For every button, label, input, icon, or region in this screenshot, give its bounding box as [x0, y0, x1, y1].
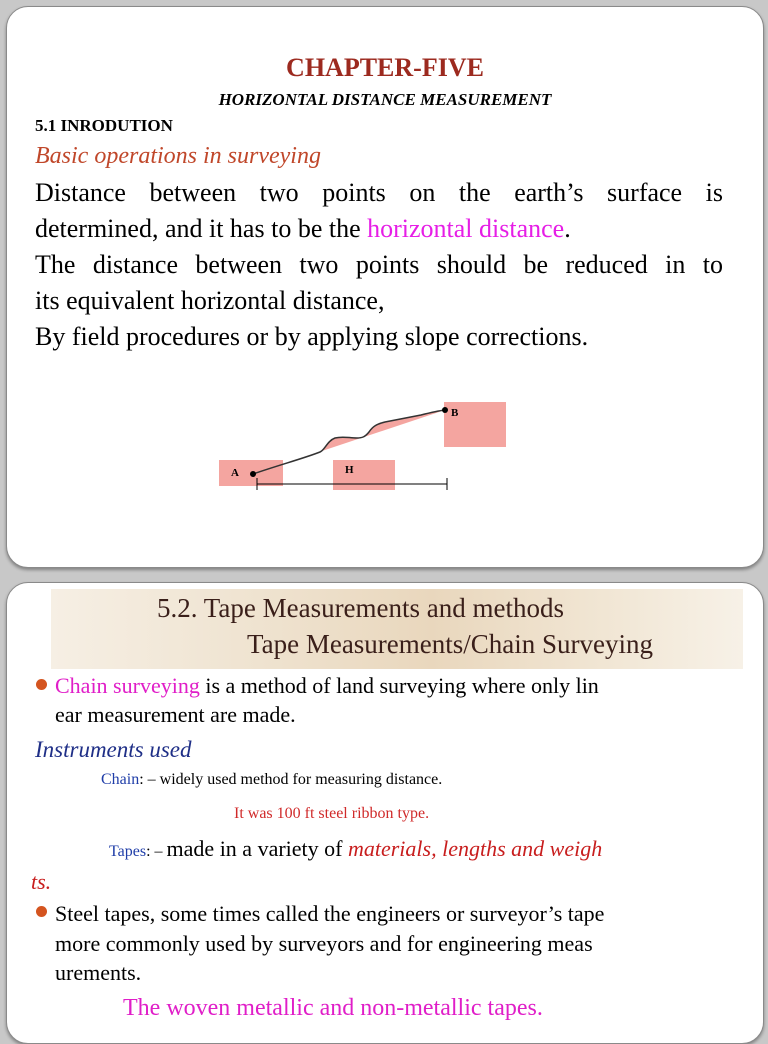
chapter-title: CHAPTER-FIVE	[286, 53, 484, 82]
banner-title-line1: 5.2. Tape Measurements and methods	[157, 593, 565, 623]
title-banner	[51, 589, 743, 669]
point-b-dot	[442, 407, 448, 413]
chapter-subtitle: HORIZONTAL DISTANCE MEASUREMENT	[218, 90, 552, 109]
label-b: B	[451, 407, 459, 419]
para3: By field procedures or by applying slope corrections.	[35, 322, 589, 351]
para1-text: determined, and it has to be the	[35, 214, 368, 243]
chain-line	[101, 771, 442, 789]
bullet1-line2: ear measurement are made.	[55, 702, 296, 727]
tapes-text: made in a variety of	[166, 836, 348, 861]
tapes-line	[109, 836, 602, 862]
bullet2-line2: more commonly used by surveyors and for engineering meas	[55, 931, 593, 956]
bullet-1	[36, 679, 47, 690]
para2-line1: The distance between two points should be reduced in to	[35, 250, 723, 279]
tapes-italic: materials, lengths and weigh	[347, 836, 603, 861]
body-paragraphs	[35, 175, 723, 355]
instruments-heading: Instruments used	[35, 737, 192, 762]
para1-period: .	[564, 214, 571, 243]
section-heading: 5.1 INRODUTION	[35, 116, 173, 135]
para1-line1: Distance between two points on the earth’s surface is	[35, 178, 723, 207]
tapes-separator: : –	[146, 843, 167, 860]
bullet2-line3: urements.	[55, 960, 142, 985]
chain-note: It was 100 ft steel ribbon type.	[234, 805, 430, 822]
bottom-line: The woven metallic and non-metallic tapes.	[123, 995, 543, 1021]
bullet1-text: is a method of land surveying where only lin	[199, 673, 599, 698]
slide-1	[6, 6, 764, 568]
banner-title-line2: Tape Measurements/Chain Surveying	[247, 629, 654, 659]
chain-text: : – widely used method for measuring distance.	[139, 771, 443, 788]
bullet2-line1: Steel tapes, some times called the engineers or surveyor’s tape	[55, 901, 605, 926]
para2-line2: its equivalent horizontal distance,	[35, 286, 385, 315]
bullet-2	[36, 906, 47, 917]
label-a: A	[231, 467, 239, 479]
topic-heading: Basic operations in surveying	[35, 143, 321, 169]
bullet1-line1	[55, 673, 599, 699]
point-a-dot	[250, 471, 256, 477]
h-box	[333, 460, 395, 490]
tapes-italic-line2: ts.	[31, 869, 52, 894]
chain-surveying-highlight: Chain surveying	[55, 673, 200, 698]
chain-label: Chain	[101, 771, 140, 788]
tapes-label: Tapes	[109, 843, 147, 860]
slope-diagram	[207, 392, 527, 502]
slide-2	[6, 582, 764, 1044]
label-h: H	[345, 464, 354, 476]
horizontal-distance-highlight: horizontal distance	[367, 214, 565, 243]
para1-line2	[35, 211, 723, 247]
